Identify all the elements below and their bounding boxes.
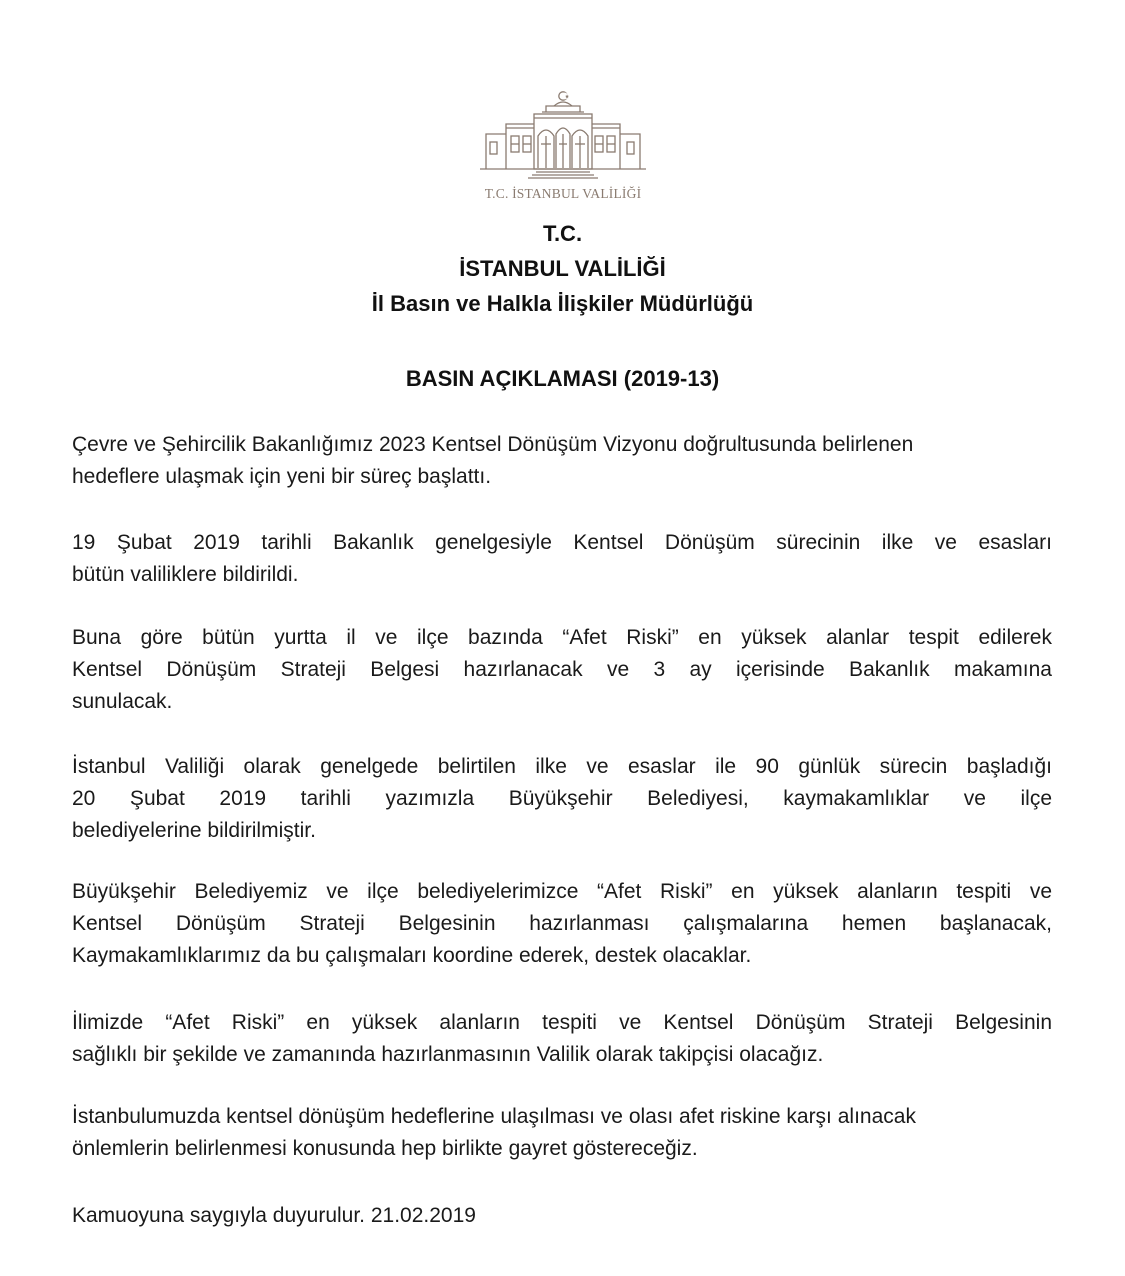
paragraph-line: İstanbulumuzda kentsel dönüşüm hedeflerine ulaşılması ve olası afet riskine karşı alınacak (72, 1105, 916, 1128)
logo-caption: T.C. İSTANBUL VALİLİĞİ (484, 186, 642, 201)
paragraph-line: 20 Şubat 2019 tarihli yazımızla Büyükşehir Belediyesi, kaymakamlıklar ve ilçe (72, 787, 1052, 810)
paragraph-line: sağlıklı bir şekilde ve zamanında hazırlanmasının Valilik olarak takipçisi olacağız. (72, 1043, 824, 1066)
paragraph-3 (72, 622, 1052, 718)
header-tc: T.C. (542, 221, 583, 246)
paragraph-line: sunulacak. (72, 690, 173, 713)
paragraph-line: önlemlerin belirlenmesi konusunda hep birlikte gayret göstereceğiz. (72, 1137, 698, 1160)
paragraph-line: Kentsel Dönüşüm Strateji Belgesinin hazırlanması çalışmalarına hemen başlanacak, (72, 912, 1052, 935)
closing-text: Kamuoyuna saygıyla duyurulur. 21.02.2019 (72, 1204, 476, 1227)
paragraph-2 (72, 527, 1052, 591)
paragraph-line: İlimizde “Afet Riski” en yüksek alanların tespiti ve Kentsel Dönüşüm Strateji Belgesinin (72, 1011, 1052, 1034)
paragraph-line: Büyükşehir Belediyemiz ve ilçe belediyelerimizce “Afet Riski” en yüksek alanların tespiti ve (72, 880, 1052, 903)
building-icon (476, 84, 650, 184)
paragraph-line: hedeflere ulaşmak için yeni bir süreç başlattı. (72, 465, 492, 488)
paragraph-5 (72, 876, 1052, 972)
paragraph-line: Çevre ve Şehircilik Bakanlığımız 2023 Kentsel Dönüşüm Vizyonu doğrultusunda belirlenen (72, 433, 914, 456)
closing-line (72, 1200, 1052, 1232)
paragraph-line: Buna göre bütün yurtta il ve ilçe bazında “Afet Riski” en yüksek alanlar tespit edilerek (72, 626, 1052, 649)
header-valilik: İSTANBUL VALİLİĞİ (459, 256, 666, 281)
press-release-title: BASIN AÇIKLAMASI (2019-13) (405, 366, 720, 391)
paragraph-7 (72, 1101, 1052, 1165)
paragraph-line: belediyelerine bildirilmiştir. (72, 819, 316, 842)
paragraph-line: Kaymakamlıklarımız da bu çalışmaları koordine ederek, destek olacaklar. (72, 944, 752, 967)
paragraph-line: İstanbul Valiliği olarak genelgede belirtilen ilke ve esaslar ile 90 günlük sürecin başladığı (72, 755, 1052, 778)
header-mudurluk: İl Basın ve Halkla İlişkiler Müdürlüğü (371, 291, 754, 316)
paragraph-line: Kentsel Dönüşüm Strateji Belgesi hazırlanacak ve 3 ay içerisinde Bakanlık makamına (72, 658, 1052, 681)
paragraph-4 (72, 751, 1052, 847)
paragraph-6 (72, 1007, 1052, 1071)
paragraph-1 (72, 429, 1052, 493)
paragraph-line: 19 Şubat 2019 tarihli Bakanlık genelgesiyle Kentsel Dönüşüm sürecinin ilke ve esasları (72, 531, 1052, 554)
paragraph-line: bütün valiliklere bildirildi. (72, 563, 299, 586)
